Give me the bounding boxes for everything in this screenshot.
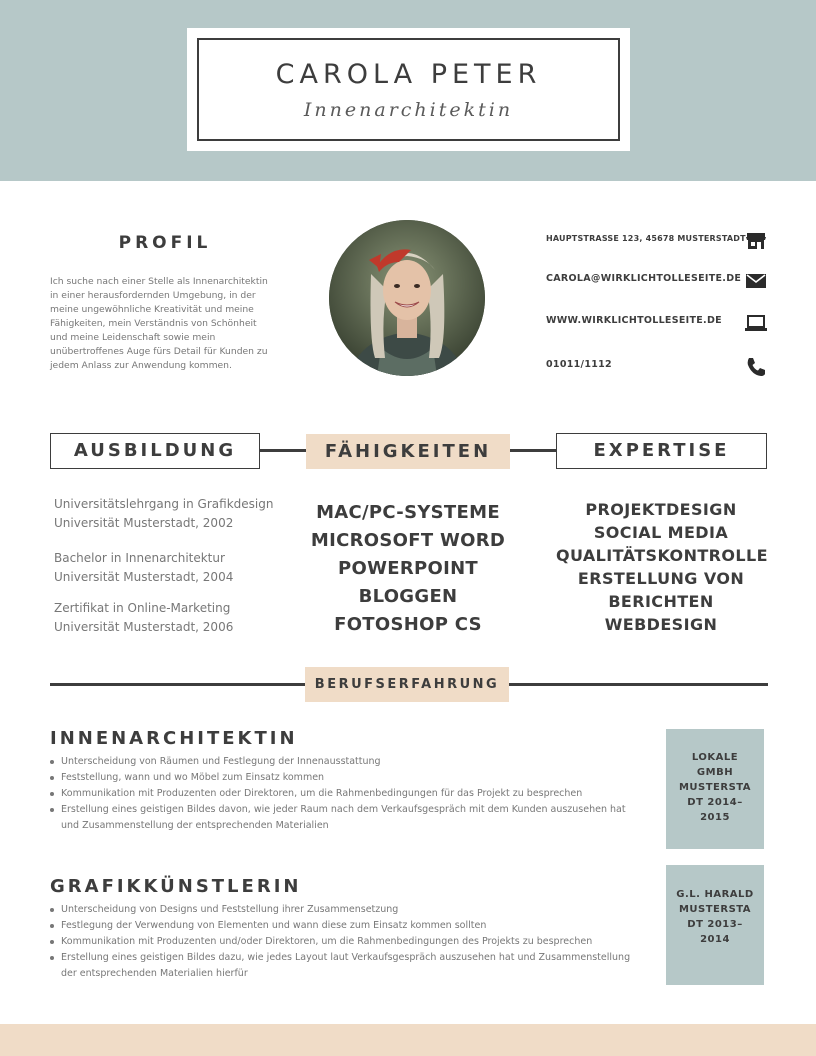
employer-line: DT 2014– bbox=[687, 797, 743, 808]
expertise-item: QUALITÄTSKONTROLLE bbox=[556, 546, 768, 565]
job-bullet: Kommunikation mit Produzenten und/oder Direktoren, um die Rahmenbedingungen des Projekts zu besprechen bbox=[50, 934, 640, 950]
contact-email-text: CAROLA@WIRKLICHTOLLESEITE.DE bbox=[546, 273, 742, 284]
skills-list bbox=[300, 499, 516, 639]
education-item bbox=[54, 495, 284, 533]
candidate-name: CAROLA PETER bbox=[275, 59, 542, 90]
employer-line: DT 2013– bbox=[687, 919, 743, 930]
job-bullet: Festlegung der Verwendung von Elementen und wann diese zum Einsatz kommen sollten bbox=[50, 918, 640, 934]
expertise-item: ERSTELLUNG VON bbox=[577, 569, 745, 588]
job-bullet: Feststellung, wann und wo Möbel zum Einsatz kommen bbox=[50, 770, 640, 786]
employer-line: MUSTERSTA bbox=[678, 782, 752, 793]
education-degree: Zertifikat in Online-Marketing bbox=[54, 601, 231, 615]
expertise-list bbox=[556, 498, 766, 636]
experience-heading: BERUFSERFAHRUNG bbox=[305, 667, 509, 702]
education-degree: Bachelor in Innenarchitektur bbox=[54, 551, 225, 565]
skill-item: MAC/PC-SYSTEME bbox=[316, 502, 500, 523]
expertise-item: PROJEKTDESIGN bbox=[585, 500, 737, 519]
contact-phone bbox=[546, 355, 768, 379]
skills-heading: FÄHIGKEITEN bbox=[306, 434, 510, 469]
laptop-icon bbox=[744, 311, 768, 335]
job-bullet: Erstellung eines geistigen Bildes dazu, wie jedes Layout laut Verkaufsgespräch auszusehen hat und Zusammenstellung der entsprechenden Materialien hierfür bbox=[50, 950, 640, 982]
job-bullet: Unterscheidung von Designs und Feststellung ihrer Zusammensetzung bbox=[50, 902, 640, 918]
job-bullets bbox=[50, 754, 640, 834]
contact-address bbox=[546, 229, 768, 253]
profile-text: Ich suche nach einer Stelle als Innenarchitektin in einer herausfordernden Umgebung, in der meine ungewöhnliche Kreativität und meine Fähigkeiten, mein Verständnis von Schönheit und meine Leidenschaft sowie mein unübertroffenes Auge fürs Detail für Kunden zu jedem Anlass zur Anwendung kommen. bbox=[50, 276, 268, 371]
employer-badge bbox=[666, 865, 764, 985]
job-title: INNENARCHITEKTIN bbox=[50, 728, 298, 749]
education-school: Universität Musterstadt, 2004 bbox=[54, 570, 234, 584]
candidate-title: Innenarchitektin bbox=[303, 99, 514, 121]
employer-line: 2015 bbox=[700, 812, 730, 823]
education-item bbox=[54, 599, 284, 637]
education-school: Universität Musterstadt, 2002 bbox=[54, 516, 234, 530]
skill-item: POWERPOINT bbox=[337, 558, 479, 579]
education-school: Universität Musterstadt, 2006 bbox=[54, 620, 234, 634]
store-icon bbox=[744, 229, 768, 253]
employer-line: 2014 bbox=[700, 934, 730, 945]
contact-address-text: HAUPTSTRASSE 123, 45678 MUSTERSTADT bbox=[546, 234, 746, 243]
profile-heading: PROFIL bbox=[118, 233, 212, 253]
profile-photo bbox=[329, 220, 485, 376]
expertise-item: WEBDESIGN bbox=[604, 615, 718, 634]
education-degree: Universitätslehrgang in Grafikdesign bbox=[54, 497, 274, 511]
skill-item: FOTOSHOP CS bbox=[334, 614, 482, 635]
name-card bbox=[187, 28, 630, 151]
job-bullet: Unterscheidung von Räumen und Festlegung der Innenausstattung bbox=[50, 754, 640, 770]
job-bullet: Erstellung eines geistigen Bildes davon, wie jeder Raum nach dem Verkaufsgespräch mit dem Kunden auszusehen hat und Zusammenstellung der entsprechenden Materialien bbox=[50, 802, 640, 834]
contact-website-text: WWW.WIRKLICHTOLLESEITE.DE bbox=[546, 315, 722, 326]
skill-item: BLOGGEN bbox=[358, 586, 458, 607]
job-bullets bbox=[50, 902, 640, 982]
employer-line: MUSTERSTA bbox=[678, 904, 752, 915]
education-heading: AUSBILDUNG bbox=[50, 433, 260, 469]
job-title: GRAFIKKÜNSTLERIN bbox=[50, 876, 302, 897]
skill-item: MICROSOFT WORD bbox=[310, 530, 506, 551]
contact-email bbox=[546, 269, 768, 293]
phone-icon bbox=[744, 355, 768, 379]
expertise-item: SOCIAL MEDIA bbox=[593, 523, 729, 542]
footer-band bbox=[0, 1024, 816, 1056]
employer-badge bbox=[666, 729, 764, 849]
portrait-illustration bbox=[329, 220, 485, 376]
envelope-icon bbox=[744, 269, 768, 293]
employer-line: GMBH bbox=[696, 767, 734, 778]
job-bullet: Kommunikation mit Produzenten oder Direktoren, um die Rahmenbedingungen für das Projekt zu besprechen bbox=[50, 786, 640, 802]
expertise-heading: EXPERTISE bbox=[556, 433, 767, 469]
contact-phone-text: 01011/1112 bbox=[546, 359, 612, 370]
employer-line: G.L. HARALD bbox=[676, 889, 754, 900]
education-item bbox=[54, 549, 284, 587]
expertise-item: BERICHTEN bbox=[608, 592, 714, 611]
contact-website bbox=[546, 311, 768, 335]
employer-line: LOKALE bbox=[691, 752, 739, 763]
name-frame bbox=[197, 38, 620, 141]
